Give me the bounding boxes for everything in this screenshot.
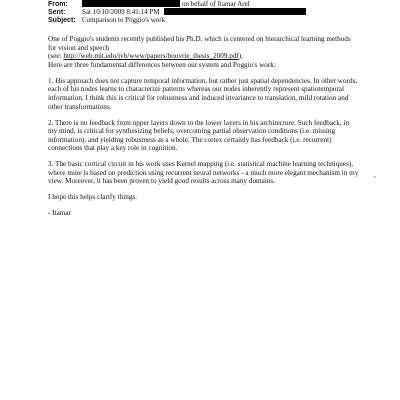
sent-label: Sent: — [48, 9, 66, 16]
from-value: on behalf of Itamar Arel — [182, 0, 250, 8]
point-1-paragraph: 1. His approach does not capture temporal information, but rather just spatial dependencies. In other words, each of his nodes learns to characterize patterns whereas our nodes inherently represent spatiotemporal information. I think this is critical for robustness and induced invariance to translation, mild rotation and other transformations. — [48, 76, 358, 111]
subject-label: Subject: — [48, 17, 76, 24]
thesis-link[interactable]: http://web.mit.edu/jvb/www/papers/bouvrie_thesis_2009.pdf — [63, 52, 239, 61]
redaction-bar — [82, 0, 180, 7]
point-3-paragraph: 3. The basic cortical circuit in his work uses Kernel mapping (i.e. statistical machine learning techniques), where mine is based on prediction using recurrent neural networks - a much more elegant mechanism in my view. Moreover, it has been proven to yield good results across many domains. — [48, 160, 359, 186]
sent-value: Sat 10/10/2009 8:41:14 PM — [82, 8, 160, 16]
email-body — [48, 35, 360, 225]
from-label: From: — [48, 1, 68, 8]
intro-text: One of Poggio's students recently published his Ph.D. which is centered on hierarchical learning methods for vision and speech — [48, 35, 351, 52]
intro-text-2: Here are three fundamental differences between our system and Poggio's work: — [48, 60, 276, 69]
subject-value: Comparison to Poggio's work — [82, 16, 166, 24]
signature: - Itamar — [48, 209, 71, 218]
subject-row — [48, 16, 165, 25]
point-2-paragraph: 2. There is no feedback from upper layers down to the lower layers in his architecture. Such feedback, in my mind, is critical for synthesizing beliefs, overcoming partial observation conditions (i.e. missing information), and yielding robustness as a whole. The cortex certainly has feedback (i.e. recurrent) connections that play a key role in cognition. — [48, 118, 350, 153]
intro-paragraph — [48, 35, 360, 69]
link-prefix: (see: — [48, 52, 64, 61]
link-suffix: ). — [238, 52, 244, 61]
stray-comma: , — [374, 171, 376, 179]
closing-line: I hope this helps clarify things. — [48, 193, 138, 202]
redaction-bar — [164, 8, 306, 15]
